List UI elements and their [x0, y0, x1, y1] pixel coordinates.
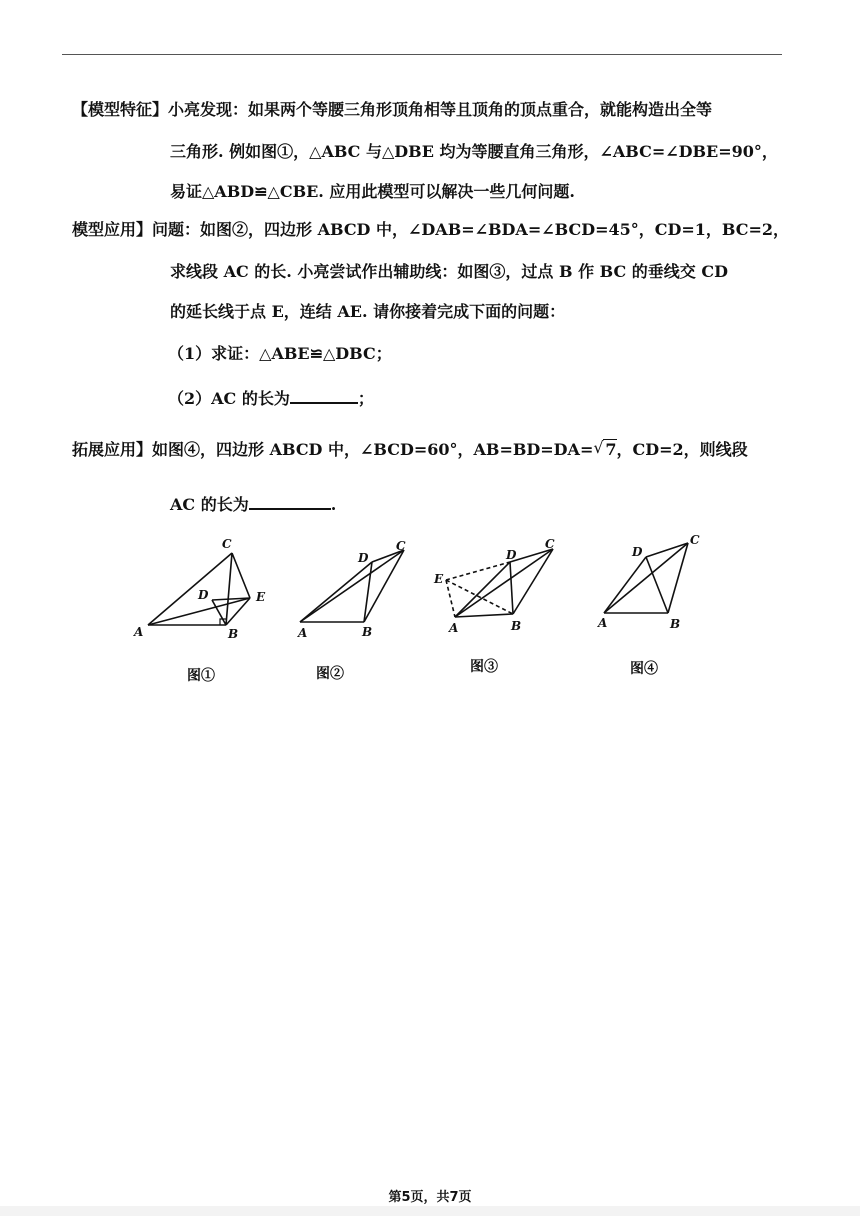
- question-1: （1）求证：△ABE≌△DBC；: [168, 344, 392, 363]
- section2-line3: 的延长线于点 E，连结 AE. 请你接着完成下面的问题：: [170, 302, 566, 321]
- fig2-label-D: D: [358, 551, 369, 565]
- question-2-prefix: （2）AC 的长为: [168, 389, 290, 408]
- fig3-label-C: C: [545, 537, 555, 551]
- fig3-caption: 图③: [470, 659, 498, 675]
- figure-1: [133, 537, 266, 641]
- section3-line1-prefix: 如图④，四边形 ABCD 中，∠BCD=60°，AB=BD=DA=: [152, 440, 594, 459]
- section1-line1-text: 小亮发现：如果两个等腰三角形顶角相等且顶角的顶点重合，就能构造出全等: [168, 100, 713, 119]
- fig3-label-D: D: [506, 548, 517, 562]
- fig4-label-D: D: [632, 545, 643, 559]
- fig4-caption: 图④: [630, 661, 658, 677]
- section2-heading: 模型应用】: [72, 220, 153, 239]
- section1-line2: 三角形. 例如图①，△ABC 与△DBE 均为等腰直角三角形，∠ABC=∠DBE=90°，: [170, 142, 778, 161]
- section3-heading: 拓展应用】: [72, 440, 153, 459]
- figure-2: [297, 539, 406, 640]
- fig4-label-A: A: [598, 616, 608, 630]
- fig1-label-B: B: [228, 627, 239, 641]
- fig4-label-C: C: [690, 533, 700, 547]
- fig1-label-C: C: [222, 537, 232, 551]
- fig1-label-E: E: [256, 590, 266, 604]
- section1-heading: 【模型特征】: [72, 100, 169, 119]
- fig2-label-C: C: [396, 539, 406, 553]
- fig4-label-B: B: [670, 617, 681, 631]
- fig3-label-B: B: [511, 619, 522, 633]
- figure-3: [433, 537, 555, 635]
- radicand: 7: [605, 440, 617, 459]
- fig3-label-A: A: [449, 621, 459, 635]
- fig3-label-E: E: [434, 572, 444, 586]
- section3-line2-suffix: .: [330, 495, 337, 514]
- section2-line2: 求线段 AC 的长. 小亮尝试作出辅助线：如图③，过点 B 作 BC 的垂线交 CD: [170, 262, 728, 281]
- question-2-suffix: ；: [357, 389, 374, 408]
- section3-line1-suffix: ，CD=2，则线段: [616, 440, 748, 459]
- section1-line3: 易证△ABD≌△CBE. 应用此模型可以解决一些几何问题.: [170, 182, 575, 201]
- bottom-band: [0, 1206, 860, 1216]
- fig1-label-A: A: [134, 625, 144, 639]
- fig2-caption: 图②: [316, 666, 344, 682]
- fig2-label-A: A: [298, 626, 308, 640]
- section2-line1-text: 问题：如图②，四边形 ABCD 中，∠DAB=∠BDA=∠BCD=45°，CD=1，BC=2，: [152, 220, 790, 239]
- figure-4: [597, 533, 700, 631]
- section3-line2-prefix: AC 的长为: [170, 495, 249, 514]
- fig1-label-D: D: [198, 588, 209, 602]
- radical-sign-icon: √: [593, 438, 604, 457]
- fig2-label-B: B: [362, 625, 373, 639]
- fig1-caption: 图①: [187, 668, 215, 684]
- page-footer: 第5页，共7页: [388, 1190, 472, 1205]
